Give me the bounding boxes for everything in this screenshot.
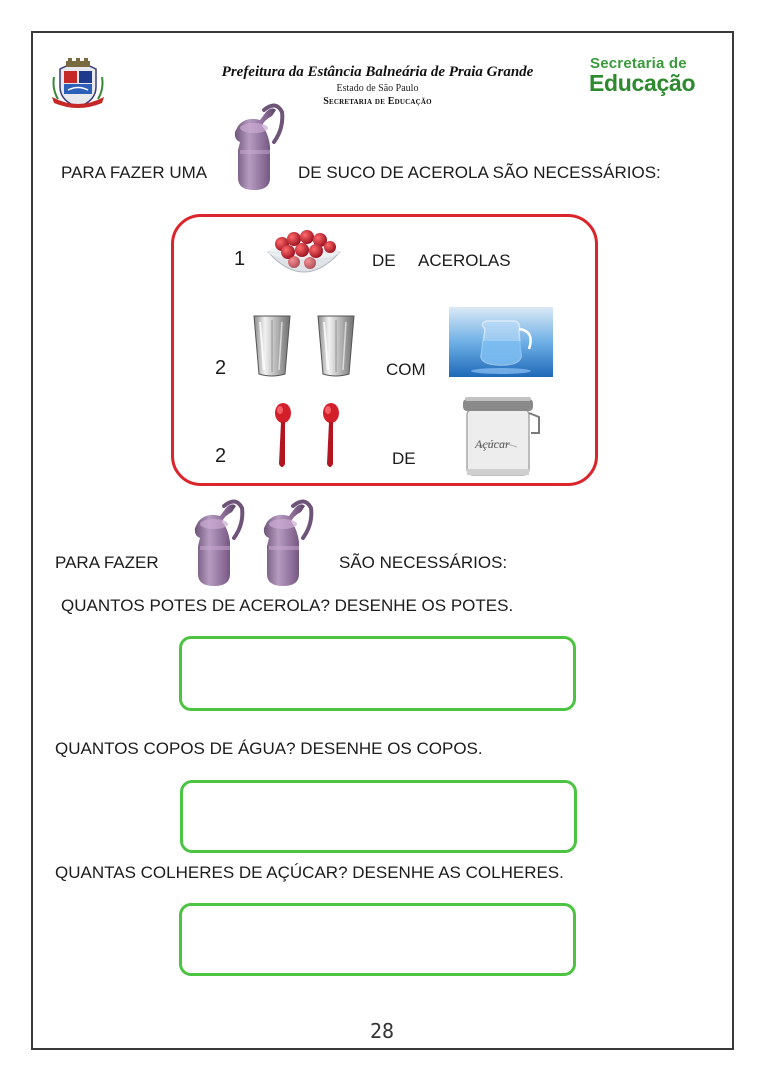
jar-icon bbox=[255, 498, 315, 588]
header-title: Prefeitura da Estância Balneária de Praia Grande bbox=[221, 64, 534, 80]
recipe-word-acerolas: ACEROLAS bbox=[418, 251, 511, 270]
brand-logo-top: Secretaria de bbox=[590, 55, 687, 72]
spoon-icon bbox=[272, 402, 294, 470]
sugar-canister-icon bbox=[455, 393, 547, 479]
page-number: 28 bbox=[369, 1019, 395, 1043]
question-colheres: QUANTAS COLHERES DE AÇÚCAR? DESENHE AS COLHERES. bbox=[55, 863, 564, 882]
spoon-icon bbox=[320, 402, 342, 470]
recipe-qty-spoons: 2 bbox=[215, 445, 227, 467]
coat-of-arms-logo bbox=[50, 57, 106, 111]
question-potes: QUANTOS POTES DE ACEROLA? DESENHE OS POTES. bbox=[61, 596, 514, 615]
answer-box-colheres[interactable] bbox=[179, 903, 576, 976]
intro-text-after: DE SUCO DE ACEROLA SÃO NECESSÁRIOS: bbox=[298, 163, 661, 182]
recipe-qty-glasses: 2 bbox=[215, 357, 227, 379]
sugar-label: Açúcar bbox=[475, 437, 510, 451]
header-state: Estado de São Paulo bbox=[336, 83, 419, 94]
sugar-canister bbox=[455, 393, 547, 479]
page-frame bbox=[31, 31, 734, 1050]
jar-icon bbox=[186, 498, 246, 588]
jar-icon bbox=[226, 102, 286, 192]
answer-box-copos[interactable] bbox=[180, 780, 577, 853]
recipe-word-com: COM bbox=[386, 360, 426, 379]
question-copos: QUANTOS COPOS DE ÁGUA? DESENHE OS COPOS. bbox=[55, 739, 483, 758]
glass-icon bbox=[314, 314, 358, 378]
intro-text-before: PARA FAZER UMA bbox=[61, 163, 208, 182]
recipe-word-de-1: DE bbox=[372, 251, 396, 270]
water-pitcher-icon bbox=[449, 307, 553, 377]
glass-icon bbox=[250, 314, 294, 378]
acerola-bowl-icon bbox=[264, 222, 344, 288]
second-text-before: PARA FAZER bbox=[55, 553, 159, 572]
brand-logo-bottom: Educação bbox=[589, 70, 696, 96]
answer-box-potes[interactable] bbox=[179, 636, 576, 711]
header-secretaria: Secretaria de Educação bbox=[323, 96, 432, 107]
second-text-after: SÃO NECESSÁRIOS: bbox=[339, 553, 508, 572]
recipe-qty-acerolas: 1 bbox=[234, 248, 246, 270]
recipe-word-de-2: DE bbox=[392, 449, 416, 468]
